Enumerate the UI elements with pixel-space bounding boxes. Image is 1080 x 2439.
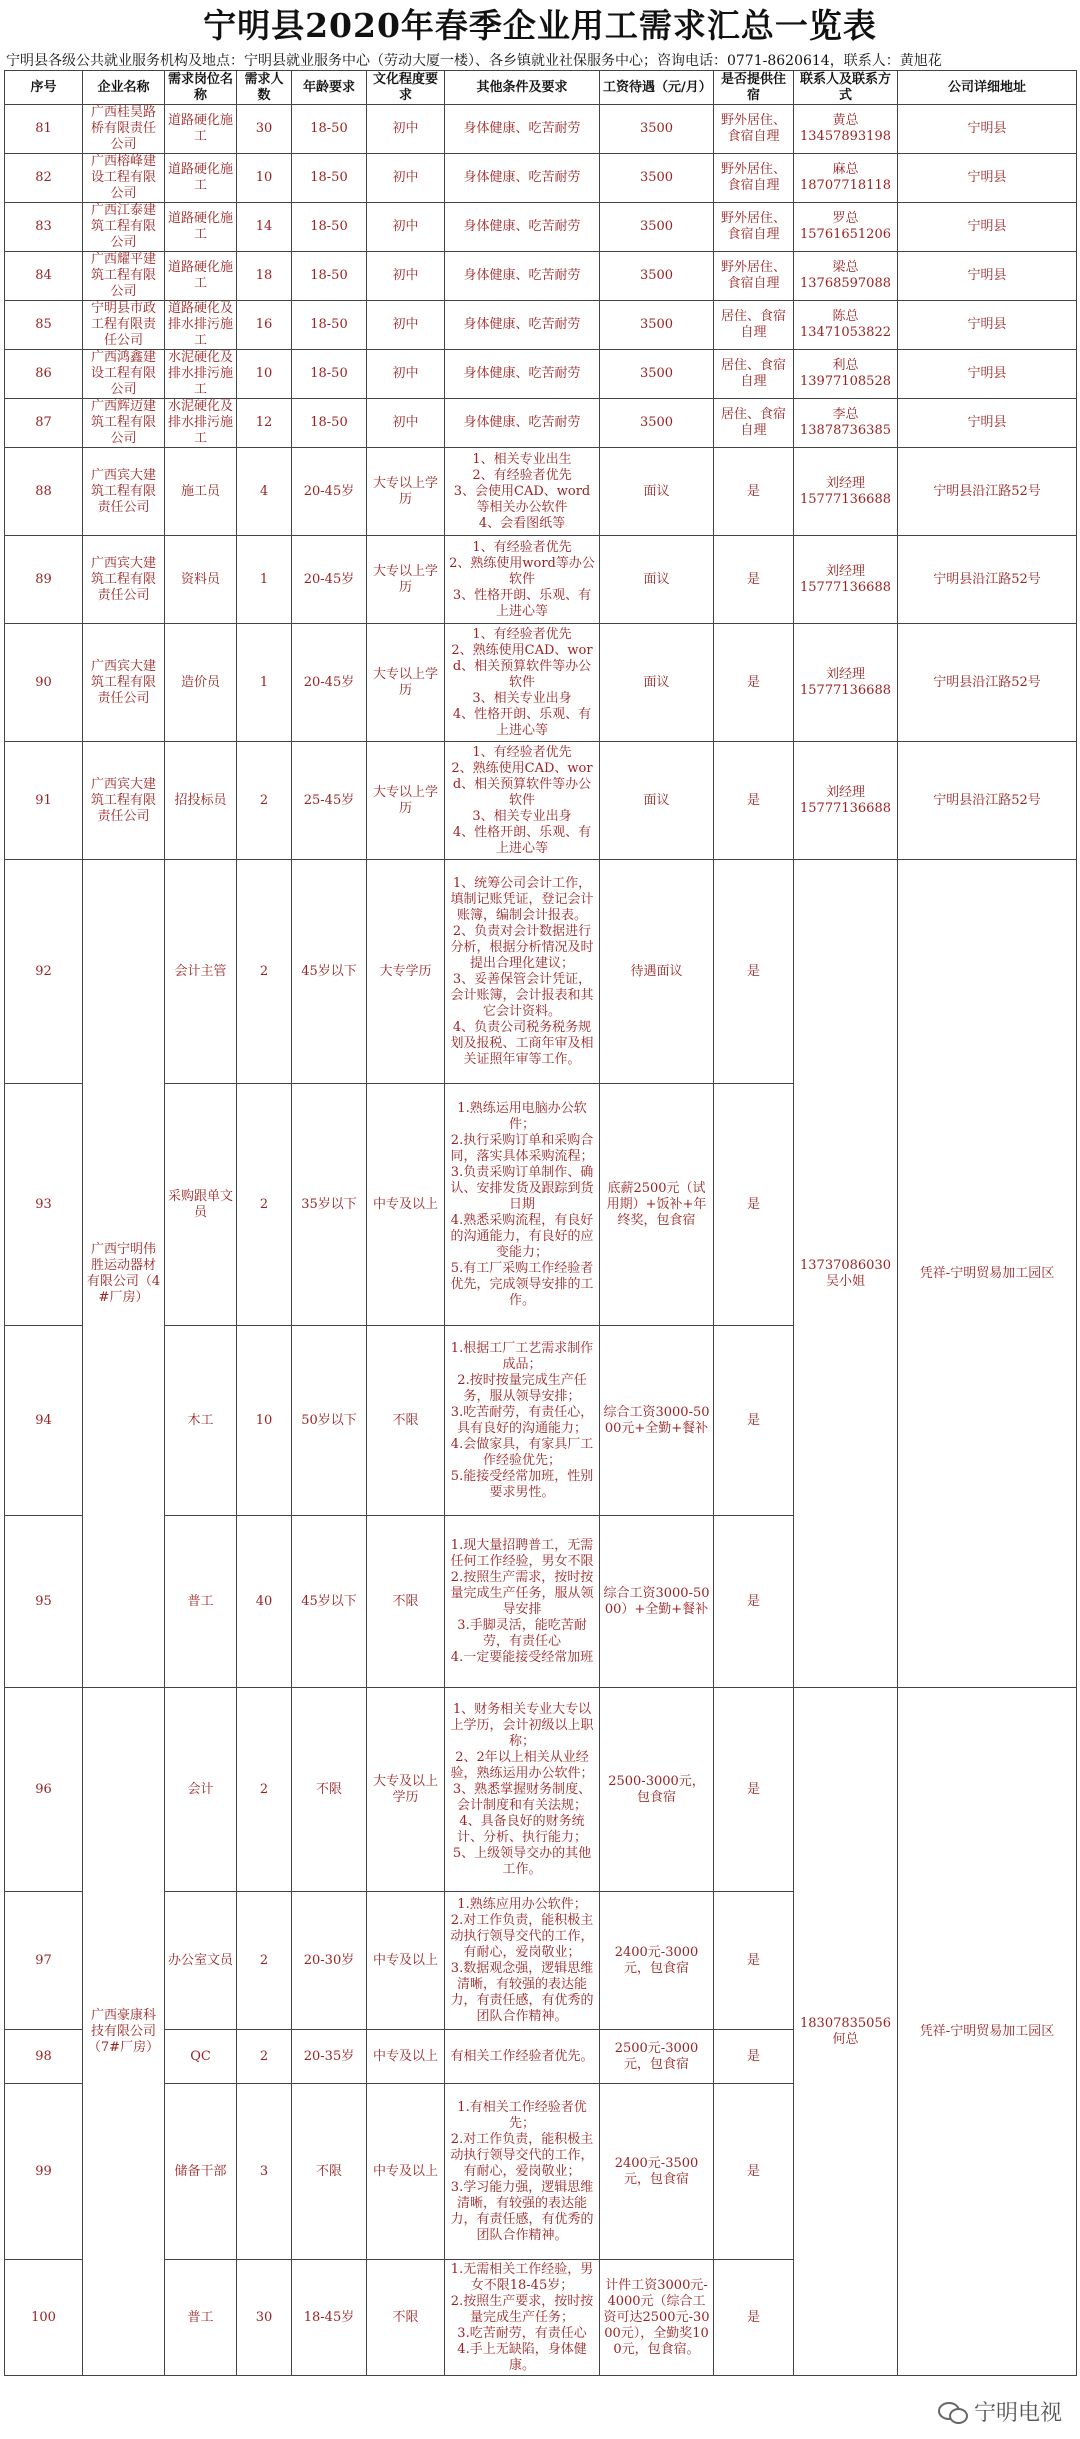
other-requirements: 身体健康、吃苦耐劳 [445,105,600,154]
table-row [5,860,1077,1084]
headcount: 30 [237,2260,292,2376]
education-requirement: 大专学历 [367,860,445,1084]
lodging: 是 [714,1892,794,2030]
row-number: 82 [5,154,83,203]
lodging: 是 [714,536,794,624]
job-title: 道路硬化及排水排污施工 [165,301,237,350]
contact: 刘经理 15777136688 [794,742,898,860]
page-subtitle: 宁明县各级公共就业服务机构及地点：宁明县就业服务中心（劳动大厦一楼）、各乡镇就业社保服务中心；咨询电话：0771-8620614，联系人：黄旭花 [6,53,942,69]
lodging: 野外居住、食宿自理 [714,154,794,203]
header-cell: 企业名称 [83,71,165,105]
contact: 黄总 13457893198 [794,105,898,154]
headcount: 14 [237,203,292,252]
age-requirement: 25-45岁 [292,742,367,860]
table-row [5,742,1077,860]
education-requirement: 不限 [367,1516,445,1688]
education-requirement: 初中 [367,399,445,448]
headcount: 4 [237,448,292,536]
company-name: 广西江泰建筑工程有限公司 [83,203,165,252]
job-title: 办公室文员 [165,1892,237,2030]
age-requirement: 45岁以下 [292,860,367,1084]
row-number: 84 [5,252,83,301]
address: 宁明县沿江路52号 [898,742,1077,860]
wage: 3500 [600,399,714,448]
lodging: 野外居住、食宿自理 [714,203,794,252]
company-name: 广西耀平建筑工程有限公司 [83,252,165,301]
age-requirement: 20-45岁 [292,536,367,624]
contact: 刘经理 15777136688 [794,624,898,742]
other-requirements: 身体健康、吃苦耐劳 [445,301,600,350]
contact: 18307835056 何总 [794,1688,898,2376]
job-title: 水泥硬化及排水排污施工 [165,399,237,448]
table-row [5,350,1077,399]
job-title: 普工 [165,1516,237,1688]
header-cell: 序号 [5,71,83,105]
other-requirements: 身体健康、吃苦耐劳 [445,399,600,448]
lodging: 居住、食宿自理 [714,350,794,399]
lodging: 是 [714,860,794,1084]
address: 宁明县 [898,301,1077,350]
company-name: 广西宾大建筑工程有限责任公司 [83,624,165,742]
other-requirements: 1.熟练运用电脑办公软件； 2.执行采购订单和采购合同，落实具体采购流程； 3.负责采购订单制作、确认、安排发货及跟踪到货日期 4.熟悉采购流程，有良好的沟通能力，有良好的应变能力； 5.有工厂采购工作经验者优先，完成领导安排的工作。 [445,1084,600,1326]
contact: 利总 13977108528 [794,350,898,399]
table-row [5,536,1077,624]
headcount: 16 [237,301,292,350]
education-requirement: 大专以上学历 [367,624,445,742]
other-requirements: 1.现大量招聘普工，无需任何工作经验，男女不限 2.按照生产需求，按时按量完成生产任务，服从领导安排 3.手脚灵活，能吃苦耐劳，有责任心 4.一定要能接受经常加班 [445,1516,600,1688]
education-requirement: 中专及以上 [367,2030,445,2084]
education-requirement: 初中 [367,203,445,252]
address: 宁明县 [898,154,1077,203]
wage: 3500 [600,252,714,301]
lodging: 是 [714,624,794,742]
lodging: 是 [714,1688,794,1892]
row-number: 83 [5,203,83,252]
row-number: 89 [5,536,83,624]
headcount: 3 [237,2084,292,2260]
education-requirement: 大专以上学历 [367,536,445,624]
education-requirement: 初中 [367,252,445,301]
age-requirement: 45岁以下 [292,1516,367,1688]
contact: 刘经理 15777136688 [794,448,898,536]
lodging: 是 [714,1084,794,1326]
header-cell: 公司详细地址 [898,71,1077,105]
job-title: 水泥硬化及排水排污施工 [165,350,237,399]
row-number: 86 [5,350,83,399]
headcount: 40 [237,1516,292,1688]
job-title: 会计 [165,1688,237,1892]
age-requirement: 18-45岁 [292,2260,367,2376]
wage: 3500 [600,154,714,203]
headcount: 10 [237,154,292,203]
other-requirements: 1、统筹公司会计工作，填制记账凭证，登记会计账簿，编制会计报表。 2、负责对会计数据进行分析，根据分析情况及时提出合理化建议； 3、妥善保管会计凭证，会计账簿，会计报表和其它会计资料。 4、负责公司税务税务规划及报税、工商年审及相关证照年审等工作。 [445,860,600,1084]
table-row [5,624,1077,742]
wage: 面议 [600,742,714,860]
company-name: 广西宁明伟胜运动器材有限公司（4#厂房） [83,860,165,1688]
wage: 计件工资3000元-4000元（综合工资可达2500元-3000元），全勤奖100元，包食宿。 [600,2260,714,2376]
lodging: 是 [714,742,794,860]
age-requirement: 18-50 [292,350,367,399]
lodging: 居住、食宿自理 [714,399,794,448]
education-requirement: 中专及以上 [367,1084,445,1326]
address: 宁明县沿江路52号 [898,448,1077,536]
table-row [5,301,1077,350]
row-number: 96 [5,1688,83,1892]
address: 凭祥-宁明贸易加工园区 [898,1688,1077,2376]
contact: 13737086030 吴小姐 [794,860,898,1688]
row-number: 99 [5,2084,83,2260]
wage: 3500 [600,350,714,399]
header-cell: 是否提供住宿 [714,71,794,105]
header-cell: 其他条件及要求 [445,71,600,105]
headcount: 2 [237,2030,292,2084]
table-row [5,399,1077,448]
other-requirements: 身体健康、吃苦耐劳 [445,252,600,301]
lodging: 野外居住、食宿自理 [714,252,794,301]
company-name: 广西榕峰建设工程有限公司 [83,154,165,203]
header-cell: 文化程度要求 [367,71,445,105]
header-cell: 联系人及联系方式 [794,71,898,105]
education-requirement: 初中 [367,350,445,399]
watermark-text: 宁明电视 [973,2401,1062,2426]
job-title: 道路硬化施工 [165,252,237,301]
age-requirement: 18-50 [292,399,367,448]
wage: 3500 [600,301,714,350]
age-requirement: 50岁以下 [292,1326,367,1516]
lodging: 是 [714,448,794,536]
table-row [5,1688,1077,1892]
contact: 李总 13878736385 [794,399,898,448]
lodging: 是 [714,1326,794,1516]
headcount: 2 [237,1892,292,2030]
wage: 底薪2500元（试用期）+饭补+年终奖，包食宿 [600,1084,714,1326]
company-name: 广西宾大建筑工程有限责任公司 [83,448,165,536]
company-name: 广西豪康科技有限公司（7#厂房） [83,1688,165,2376]
education-requirement: 初中 [367,301,445,350]
job-title: 造价员 [165,624,237,742]
company-name: 广西鸿鑫建设工程有限公司 [83,350,165,399]
headcount: 1 [237,536,292,624]
job-title: 储备干部 [165,2084,237,2260]
address: 宁明县沿江路52号 [898,536,1077,624]
job-title: 资料员 [165,536,237,624]
row-number: 94 [5,1326,83,1516]
headcount: 2 [237,1084,292,1326]
other-requirements: 1、有经验者优先 2、熟练使用word等办公软件 3、性格开朗、乐观、有上进心等 [445,536,600,624]
wage: 2400元-3000元，包食宿 [600,1892,714,2030]
address: 宁明县 [898,105,1077,154]
table-row [5,203,1077,252]
wage: 面议 [600,536,714,624]
row-number: 85 [5,301,83,350]
contact: 梁总 13768597088 [794,252,898,301]
headcount: 2 [237,1688,292,1892]
age-requirement: 20-30岁 [292,1892,367,2030]
header-cell: 工资待遇（元/月） [600,71,714,105]
other-requirements: 有相关工作经验者优先。 [445,2030,600,2084]
wage: 面议 [600,624,714,742]
job-title: QC [165,2030,237,2084]
education-requirement: 初中 [367,154,445,203]
address: 宁明县 [898,203,1077,252]
company-name: 广西辉迈建筑工程有限公司 [83,399,165,448]
row-number: 100 [5,2260,83,2376]
age-requirement: 18-50 [292,154,367,203]
education-requirement: 不限 [367,2260,445,2376]
wage: 2400元-3500元，包食宿 [600,2084,714,2260]
company-name: 广西宾大建筑工程有限责任公司 [83,742,165,860]
header-cell: 需求人数 [237,71,292,105]
contact: 刘经理 15777136688 [794,536,898,624]
header-cell: 需求岗位名称 [165,71,237,105]
wage: 2500-3000元，包食宿 [600,1688,714,1892]
other-requirements: 身体健康、吃苦耐劳 [445,154,600,203]
row-number: 97 [5,1892,83,2030]
age-requirement: 18-50 [292,301,367,350]
company-name: 宁明县市政工程有限责任公司 [83,301,165,350]
job-title: 道路硬化施工 [165,105,237,154]
row-number: 88 [5,448,83,536]
age-requirement: 20-45岁 [292,624,367,742]
job-title: 木工 [165,1326,237,1516]
job-title: 会计主管 [165,860,237,1084]
other-requirements: 1.无需相关工作经验，男女不限18-45岁； 2.按照生产要求，按时按量完成生产任务； 3.吃苦耐劳，有责任心 4.手上无缺陷，身体健康。 [445,2260,600,2376]
education-requirement: 不限 [367,1326,445,1516]
education-requirement: 中专及以上 [367,2084,445,2260]
job-title: 道路硬化施工 [165,154,237,203]
headcount: 10 [237,1326,292,1516]
table-row [5,105,1077,154]
other-requirements: 1、财务相关专业大专以上学历，会计初级以上职称； 2、2年以上相关从业经验，熟练运用办公软件； 3、熟悉掌握财务制度、会计制度和有关法规； 4、具备良好的财务统计、分析、执行能力； 5、上级领导交办的其他工作。 [445,1688,600,1892]
job-title: 道路硬化施工 [165,203,237,252]
education-requirement: 大专以上学历 [367,742,445,860]
row-number: 91 [5,742,83,860]
contact: 麻总 18707718118 [794,154,898,203]
headcount: 10 [237,350,292,399]
headcount: 2 [237,860,292,1084]
job-title: 普工 [165,2260,237,2376]
education-requirement: 初中 [367,105,445,154]
company-name: 广西宾大建筑工程有限责任公司 [83,536,165,624]
headcount: 1 [237,624,292,742]
education-requirement: 大专及以上学历 [367,1688,445,1892]
age-requirement: 20-45岁 [292,448,367,536]
headcount: 18 [237,252,292,301]
other-requirements: 身体健康、吃苦耐劳 [445,350,600,399]
education-requirement: 中专及以上 [367,1892,445,2030]
address: 宁明县沿江路52号 [898,624,1077,742]
wage: 2500元-3000元，包食宿 [600,2030,714,2084]
age-requirement: 18-50 [292,105,367,154]
wage: 3500 [600,105,714,154]
age-requirement: 不限 [292,1688,367,1892]
lodging: 是 [714,1516,794,1688]
job-title: 招投标员 [165,742,237,860]
table-row [5,448,1077,536]
address: 宁明县 [898,399,1077,448]
age-requirement: 18-50 [292,252,367,301]
table-header-row [5,71,1077,105]
age-requirement: 不限 [292,2084,367,2260]
lodging: 野外居住、食宿自理 [714,105,794,154]
wage: 综合工资3000-5000元+全勤+餐补 [600,1326,714,1516]
wage: 综合工资3000-5000）+全勤+餐补 [600,1516,714,1688]
lodging: 是 [714,2260,794,2376]
company-name: 广西桂昊路桥有限责任公司 [83,105,165,154]
lodging: 居住、食宿自理 [714,301,794,350]
other-requirements: 1.根据工厂工艺需求制作成品； 2.按时按量完成生产任务，服从领导安排； 3.吃苦耐劳，有责任心，具有良好的沟通能力； 4.会做家具，有家具厂工作经验优先； 5.能接受经常加班，性别要求男性。 [445,1326,600,1516]
wage: 面议 [600,448,714,536]
headcount: 30 [237,105,292,154]
job-title: 施工员 [165,448,237,536]
other-requirements: 身体健康、吃苦耐劳 [445,203,600,252]
row-number: 92 [5,860,83,1084]
age-requirement: 18-50 [292,203,367,252]
table-row [5,252,1077,301]
address: 宁明县 [898,350,1077,399]
row-number: 81 [5,105,83,154]
other-requirements: 1.有相关工作经验者优先； 2.对工作负责，能积极主动执行领导交代的工作，有耐心，爱岗敬业； 3.学习能力强，逻辑思维清晰，有较强的表达能力，有责任感，有优秀的团队合作精神。 [445,2084,600,2260]
row-number: 87 [5,399,83,448]
lodging: 是 [714,2030,794,2084]
age-requirement: 35岁以下 [292,1084,367,1326]
header-cell: 年龄要求 [292,71,367,105]
other-requirements: 1、相关专业出生 2、有经验者优先 3、会使用CAD、word等相关办公软件 4、会看图纸等 [445,448,600,536]
wechat-icon [938,2400,968,2424]
recruitment-table [4,70,1077,2376]
wage: 3500 [600,203,714,252]
address: 宁明县 [898,252,1077,301]
headcount: 2 [237,742,292,860]
other-requirements: 1、有经验者优先 2、熟练使用CAD、word、相关预算软件等办公软件 3、相关专业出身 4、性格开朗、乐观、有上进心等 [445,624,600,742]
other-requirements: 1、有经验者优先 2、熟练使用CAD、word、相关预算软件等办公软件 3、相关专业出身 4、性格开朗、乐观、有上进心等 [445,742,600,860]
age-requirement: 20-35岁 [292,2030,367,2084]
lodging: 是 [714,2084,794,2260]
contact: 罗总 15761651206 [794,203,898,252]
address: 凭祥-宁明贸易加工园区 [898,860,1077,1688]
page-title: 宁明县2020年春季企业用工需求汇总一览表 [203,6,877,45]
row-number: 98 [5,2030,83,2084]
row-number: 90 [5,624,83,742]
wage: 待遇面议 [600,860,714,1084]
row-number: 95 [5,1516,83,1688]
education-requirement: 大专以上学历 [367,448,445,536]
headcount: 12 [237,399,292,448]
row-number: 93 [5,1084,83,1326]
job-title: 采购跟单文员 [165,1084,237,1326]
table-row [5,154,1077,203]
contact: 陈总 13471053822 [794,301,898,350]
watermark [938,2396,1062,2427]
other-requirements: 1.熟练应用办公软件； 2.对工作负责，能积极主动执行领导交代的工作，有耐心，爱岗敬业； 3.数据观念强，逻辑思维清晰，有较强的表达能力，有责任感，有优秀的团队合作精神。 [445,1892,600,2030]
